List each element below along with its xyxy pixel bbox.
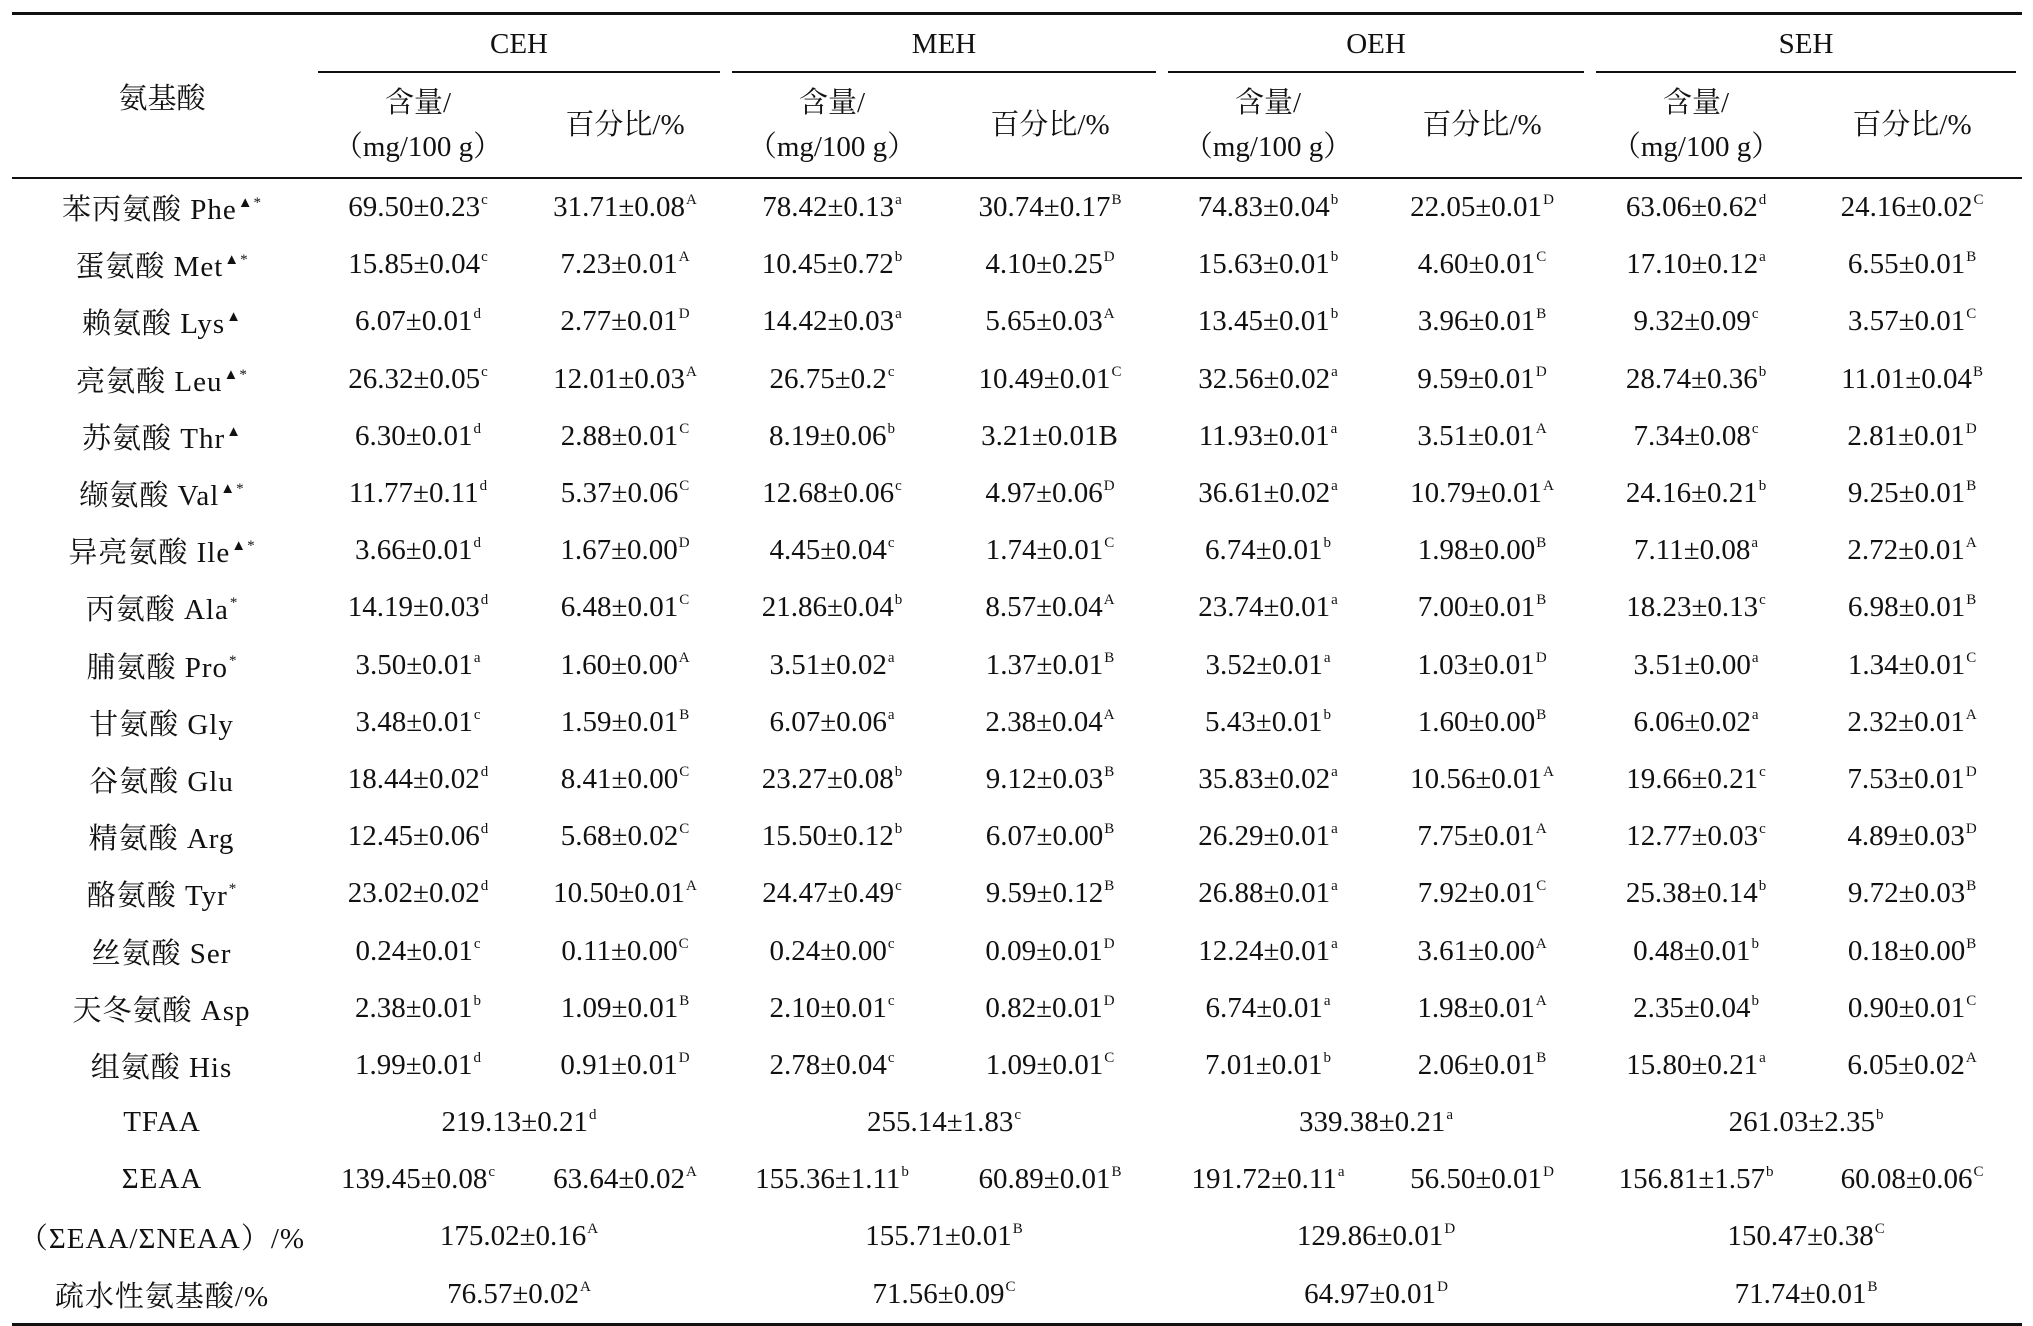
content-cell: 18.23±0.13$^c$ [1626,591,1766,624]
amino-acid-label: 谷氨酸 Glu [89,765,234,798]
summary-value-cell: $60.89\pm 0.01^B$ [978,1163,1122,1196]
percent-cell: $6.48\pm 0.01^C$ [560,591,690,624]
content-cell: 6.74±0.01$^a$ [1205,991,1331,1024]
content-cell: 26.88±0.01$^a$ [1198,877,1338,910]
amino-acid-label: 苯丙氨酸 Phe▲* [61,194,263,227]
summary-row [12,1151,2022,1208]
group-label: OEH [1346,27,1406,60]
content-cell: 12.77±0.03$^c$ [1626,820,1766,853]
content-cell: 0.24±0.00$^c$ [769,934,895,967]
percent-cell: $0.82\pm 0.01^D$ [985,991,1115,1024]
percent-cell: $3.51\pm 0.01^A$ [1417,419,1547,452]
percent-cell: $5.37\pm 0.06^C$ [560,477,690,510]
percent-cell: $1.74\pm 0.01^C$ [985,534,1115,567]
content-cell: 36.61±0.02$^a$ [1198,477,1338,510]
subheader-content: 含量/ （mg/100 g） [726,73,938,178]
percent-cell: $1.98\pm 0.01^A$ [1417,991,1547,1024]
content-cell: 3.48±0.01$^c$ [355,705,481,738]
summary-label: （ΣEAA/ΣNEAA）/% [18,1223,306,1256]
content-cell: 3.66±0.01$^d$ [355,534,481,567]
percent-cell: $12.01\pm 0.03^A$ [553,362,697,395]
summary-value-cell: 156.81±1.57$^b$ [1618,1163,1774,1196]
percent-cell: $10.50\pm 0.01^A$ [553,877,697,910]
content-cell: 6.07±0.06$^a$ [769,705,895,738]
content-cell: 0.48±0.01$^b$ [1633,934,1759,967]
percent-cell: $7.75\pm 0.01^A$ [1417,820,1547,853]
percent-cell: $7.00\pm 0.01^B$ [1417,591,1547,624]
percent-cell: $2.32\pm 0.01^A$ [1847,705,1977,738]
percent-cell: $0.11\pm 0.00^C$ [561,934,689,967]
table-row [12,980,2022,1037]
content-cell: 14.19±0.03$^d$ [347,591,489,624]
percent-cell: $2.06\pm 0.01^B$ [1417,1048,1547,1081]
content-cell: 23.74±0.01$^a$ [1198,591,1338,624]
content-cell: 10.45±0.72$^b$ [761,248,903,281]
table-row [12,293,2022,350]
subheader-percent: 百分比/% [1374,73,1590,178]
group-label: MEH [911,27,977,60]
content-cell: 26.75±0.2$^c$ [769,362,895,395]
content-cell: 3.51±0.02$^a$ [769,648,895,681]
content-cell: 5.43±0.01$^b$ [1205,705,1331,738]
percent-cell: $2.72\pm 0.01^A$ [1847,534,1977,567]
percent-cell: $1.60\pm 0.00^B$ [1417,705,1547,738]
content-cell: 2.35±0.04$^b$ [1633,991,1759,1024]
summary-value-cell: $63.64\pm 0.02^A$ [553,1163,697,1196]
content-cell: 8.19±0.06$^b$ [769,419,895,452]
content-cell: 12.45±0.06$^d$ [347,820,489,853]
content-cell: 63.06±0.62$^d$ [1625,191,1767,224]
summary-value-cell: $129.86\pm 0.01^D$ [1296,1220,1456,1253]
percent-cell: $9.59\pm 0.01^D$ [1417,362,1547,395]
percent-cell: $7.23\pm 0.01^A$ [560,248,690,281]
content-cell: 3.51±0.00$^a$ [1633,648,1759,681]
percent-cell: $10.49\pm 0.01^C$ [978,362,1122,395]
table-row [12,178,2022,236]
content-cell: 26.29±0.01$^a$ [1198,820,1338,853]
table-row [12,694,2022,751]
percent-cell: $11.01\pm 0.04^B$ [1841,362,1983,395]
percent-cell: $5.65\pm 0.03^A$ [985,305,1115,338]
percent-cell: $6.98\pm 0.01^B$ [1847,591,1977,624]
content-cell: 4.45±0.04$^c$ [769,534,895,567]
amino-acid-label: 亮氨酸 Leu▲* [76,365,248,398]
percent-cell: $4.10\pm 0.25^D$ [985,248,1115,281]
content-cell: 2.78±0.04$^c$ [769,1048,895,1081]
percent-cell: $2.38\pm 0.04^A$ [985,705,1115,738]
summary-value-cell: $150.47\pm 0.38^C$ [1727,1220,1885,1253]
subheader-percent: 百分比/% [938,73,1162,178]
percent-cell: $8.41\pm 0.00^C$ [560,762,690,795]
amino-acid-label: 脯氨酸 Pro* [86,651,238,684]
summary-value-cell: 339.38±0.21$^a$ [1298,1106,1454,1139]
percent-cell: $4.97\pm 0.06^D$ [985,477,1115,510]
content-cell: 12.68±0.06$^c$ [762,477,902,510]
percent-cell: $9.12\pm 0.03^B$ [985,762,1115,795]
percent-cell: $7.92\pm 0.01^C$ [1417,877,1547,910]
group-label: SEH [1778,27,1834,60]
content-cell: 11.93±0.01$^a$ [1198,419,1338,452]
content-cell: 15.63±0.01$^b$ [1197,248,1339,281]
table-row [12,808,2022,865]
percent-cell: $0.90\pm 0.01^C$ [1847,991,1977,1024]
summary-row [12,1094,2022,1151]
table-row [12,236,2022,293]
percent-cell: $6.07\pm 0.00^B$ [985,820,1115,853]
table-row [12,1037,2022,1094]
content-cell: 69.50±0.23$^c$ [348,191,488,224]
content-cell: 6.06±0.02$^a$ [1633,705,1759,738]
percent-cell: $8.57\pm 0.04^A$ [985,591,1115,624]
content-cell: 32.56±0.02$^a$ [1198,362,1338,395]
amino-acid-label: 赖氨酸 Lys▲ [81,308,242,341]
percent-cell: $7.53\pm 0.01^D$ [1847,762,1977,795]
content-cell: 0.24±0.01$^c$ [355,934,481,967]
group-header-oeh [1162,14,1590,74]
content-cell: 9.32±0.09$^c$ [1633,305,1759,338]
percent-cell: $9.72\pm 0.03^B$ [1847,877,1977,910]
summary-label: TFAA [123,1106,201,1139]
amino-acid-label: 丙氨酸 Ala* [85,594,239,627]
amino-acid-label: 酪氨酸 Tyr* [86,880,238,913]
percent-cell: $1.60\pm 0.00^A$ [560,648,690,681]
content-cell: 1.99±0.01$^d$ [355,1048,481,1081]
subheader-percent: 百分比/% [524,73,726,178]
amino-acid-label: 精氨酸 Arg [88,823,235,856]
summary-value-cell: 255.14±1.83$^c$ [866,1106,1022,1139]
percent-cell: $9.59\pm 0.12^B$ [985,877,1115,910]
content-cell: 19.66±0.21$^c$ [1626,762,1766,795]
content-cell: 23.27±0.08$^b$ [761,762,903,795]
summary-value-cell: $71.56\pm 0.09^C$ [872,1277,1016,1310]
content-cell: 21.86±0.04$^b$ [761,591,903,624]
table-row [12,865,2022,922]
percent-cell: $31.71\pm 0.08^A$ [553,191,697,224]
summary-value-cell: $64.97\pm 0.01^D$ [1304,1277,1448,1310]
percent-cell: $9.25\pm 0.01^B$ [1847,477,1977,510]
content-cell: 26.32±0.05$^c$ [348,362,488,395]
group-header-meh [726,14,1162,74]
amino-acid-label: 缬氨酸 Val▲* [79,480,245,513]
content-cell: 14.42±0.03$^a$ [762,305,902,338]
content-cell: 15.80±0.21$^a$ [1626,1048,1766,1081]
content-cell: 6.30±0.01$^d$ [355,419,481,452]
percent-cell: $1.59\pm 0.01^B$ [560,705,690,738]
content-cell: 3.50±0.01$^a$ [355,648,481,681]
content-cell: 13.45±0.01$^b$ [1197,305,1339,338]
table-row [12,351,2022,408]
subheader-content: 含量/ （mg/100 g） [1590,73,1802,178]
percent-cell: $0.91\pm 0.01^D$ [560,1048,690,1081]
content-cell: 6.07±0.01$^d$ [355,305,481,338]
summary-label: 疏水性氨基酸/% [54,1280,270,1313]
percent-cell: $10.56\pm 0.01^A$ [1410,762,1554,795]
table-row [12,579,2022,636]
content-cell: 23.02±0.02$^d$ [347,877,489,910]
content-cell: 3.52±0.01$^a$ [1205,648,1331,681]
percent-cell: $2.81\pm 0.01^D$ [1847,419,1977,452]
table-body [12,178,2022,1324]
content-cell: 15.85±0.04$^c$ [348,248,488,281]
content-cell: 15.50±0.12$^b$ [761,820,903,853]
amino-acid-table-container [12,12,2022,1326]
table-header [12,14,2022,179]
percent-cell: $1.34\pm 0.01^C$ [1847,648,1977,681]
content-cell: 78.42±0.13$^a$ [762,191,902,224]
content-cell: 17.10±0.12$^a$ [1626,248,1766,281]
percent-cell: $1.09\pm 0.01^C$ [985,1048,1115,1081]
amino-acid-label: 组氨酸 His [90,1051,233,1084]
subheader-content: 含量/ （mg/100 g） [312,73,524,178]
summary-value-cell: 155.36±1.11$^b$ [755,1163,909,1196]
table-row [12,922,2022,979]
percent-cell: $6.05\pm 0.02^A$ [1847,1048,1977,1081]
content-cell: 7.11±0.08$^a$ [1634,534,1759,567]
percent-cell: $3.96\pm 0.01^B$ [1417,305,1547,338]
percent-cell: $4.60\pm 0.01^C$ [1417,248,1547,281]
amino-acid-table [12,12,2022,1326]
summary-value-cell: 191.72±0.11$^a$ [1191,1163,1345,1196]
content-cell: 28.74±0.36$^b$ [1625,362,1767,395]
percent-cell: $0.18\pm 0.00^B$ [1847,934,1977,967]
percent-cell: $22.05\pm 0.01^D$ [1410,191,1554,224]
table-row [12,465,2022,522]
content-cell: 12.24±0.01$^a$ [1198,934,1338,967]
subheader-content: 含量/ （mg/100 g） [1162,73,1374,178]
amino-acid-label: 蛋氨酸 Met▲* [75,251,249,284]
content-cell: 24.16±0.21$^b$ [1625,477,1767,510]
percent-cell: $1.37\pm 0.01^B$ [985,648,1115,681]
summary-row [12,1266,2022,1325]
summary-value-cell: $60.08\pm 0.06^C$ [1840,1163,1984,1196]
summary-value-cell: $56.50\pm 0.01^D$ [1410,1163,1554,1196]
content-cell: 2.10±0.01$^c$ [769,991,895,1024]
amino-acid-label: 天冬氨酸 Asp [72,994,251,1027]
content-cell: 35.83±0.02$^a$ [1198,762,1338,795]
percent-cell: $10.79\pm 0.01^A$ [1410,477,1554,510]
amino-acid-label: 苏氨酸 Thr▲ [82,422,242,455]
group-label: CEH [490,27,548,60]
percent-cell: $6.55\pm 0.01^B$ [1847,248,1977,281]
percent-cell: $1.67\pm 0.00^D$ [560,534,690,567]
content-cell: 18.44±0.02$^d$ [347,762,489,795]
summary-value-cell: $175.02\pm 0.16^A$ [439,1220,599,1253]
percent-cell: $1.03\pm 0.01^D$ [1417,648,1547,681]
content-cell: 7.01±0.01$^b$ [1205,1048,1331,1081]
percent-cell: $24.16\pm 0.02^C$ [1840,191,1984,224]
content-cell: 24.47±0.49$^c$ [762,877,902,910]
percent-cell: $3.61\pm 0.00^A$ [1417,934,1547,967]
table-row [12,637,2022,694]
content-cell: 6.74±0.01$^b$ [1205,534,1331,567]
summary-value-cell: $71.74\pm 0.01^B$ [1734,1277,1878,1310]
summary-value-cell: $76.57\pm 0.02^A$ [447,1277,591,1310]
table-row [12,522,2022,579]
summary-value-cell: $155.71\pm 0.01^B$ [865,1220,1023,1253]
amino-acid-label: 丝氨酸 Ser [91,937,232,970]
percent-cell: $2.77\pm 0.01^D$ [560,305,690,338]
table-row [12,751,2022,808]
table-row [12,408,2022,465]
row-header-amino-acid: 氨基酸 [12,14,312,179]
amino-acid-label: 甘氨酸 Gly [89,708,234,741]
content-cell: 2.38±0.01$^b$ [355,991,481,1024]
percent-cell: $0.09\pm 0.01^D$ [985,934,1115,967]
percent-cell: 3.21±0.01B [981,419,1118,452]
summary-row [12,1208,2022,1265]
group-header-ceh [312,14,726,74]
percent-cell: $1.98\pm 0.00^B$ [1417,534,1547,567]
percent-cell: $30.74\pm 0.17^B$ [978,191,1122,224]
summary-value-cell: 219.13±0.21$^d$ [441,1106,597,1139]
percent-cell: $2.88\pm 0.01^C$ [560,419,690,452]
subheader-percent: 百分比/% [1802,73,2022,178]
percent-cell: $3.57\pm 0.01^C$ [1847,305,1977,338]
content-cell: 7.34±0.08$^c$ [1633,419,1759,452]
summary-value-cell: 139.45±0.08$^c$ [340,1163,496,1196]
amino-acid-label: 异亮氨酸 Ile▲* [68,537,256,570]
summary-label: ΣEAA [121,1163,203,1196]
content-cell: 11.77±0.11$^d$ [348,477,488,510]
summary-value-cell: 261.03±2.35$^b$ [1728,1106,1884,1139]
content-cell: 25.38±0.14$^b$ [1625,877,1767,910]
percent-cell: $1.09\pm 0.01^B$ [560,991,690,1024]
percent-cell: $4.89\pm 0.03^D$ [1847,820,1977,853]
content-cell: 74.83±0.04$^b$ [1197,191,1339,224]
group-header-seh [1590,14,2022,74]
percent-cell: $5.68\pm 0.02^C$ [560,820,690,853]
